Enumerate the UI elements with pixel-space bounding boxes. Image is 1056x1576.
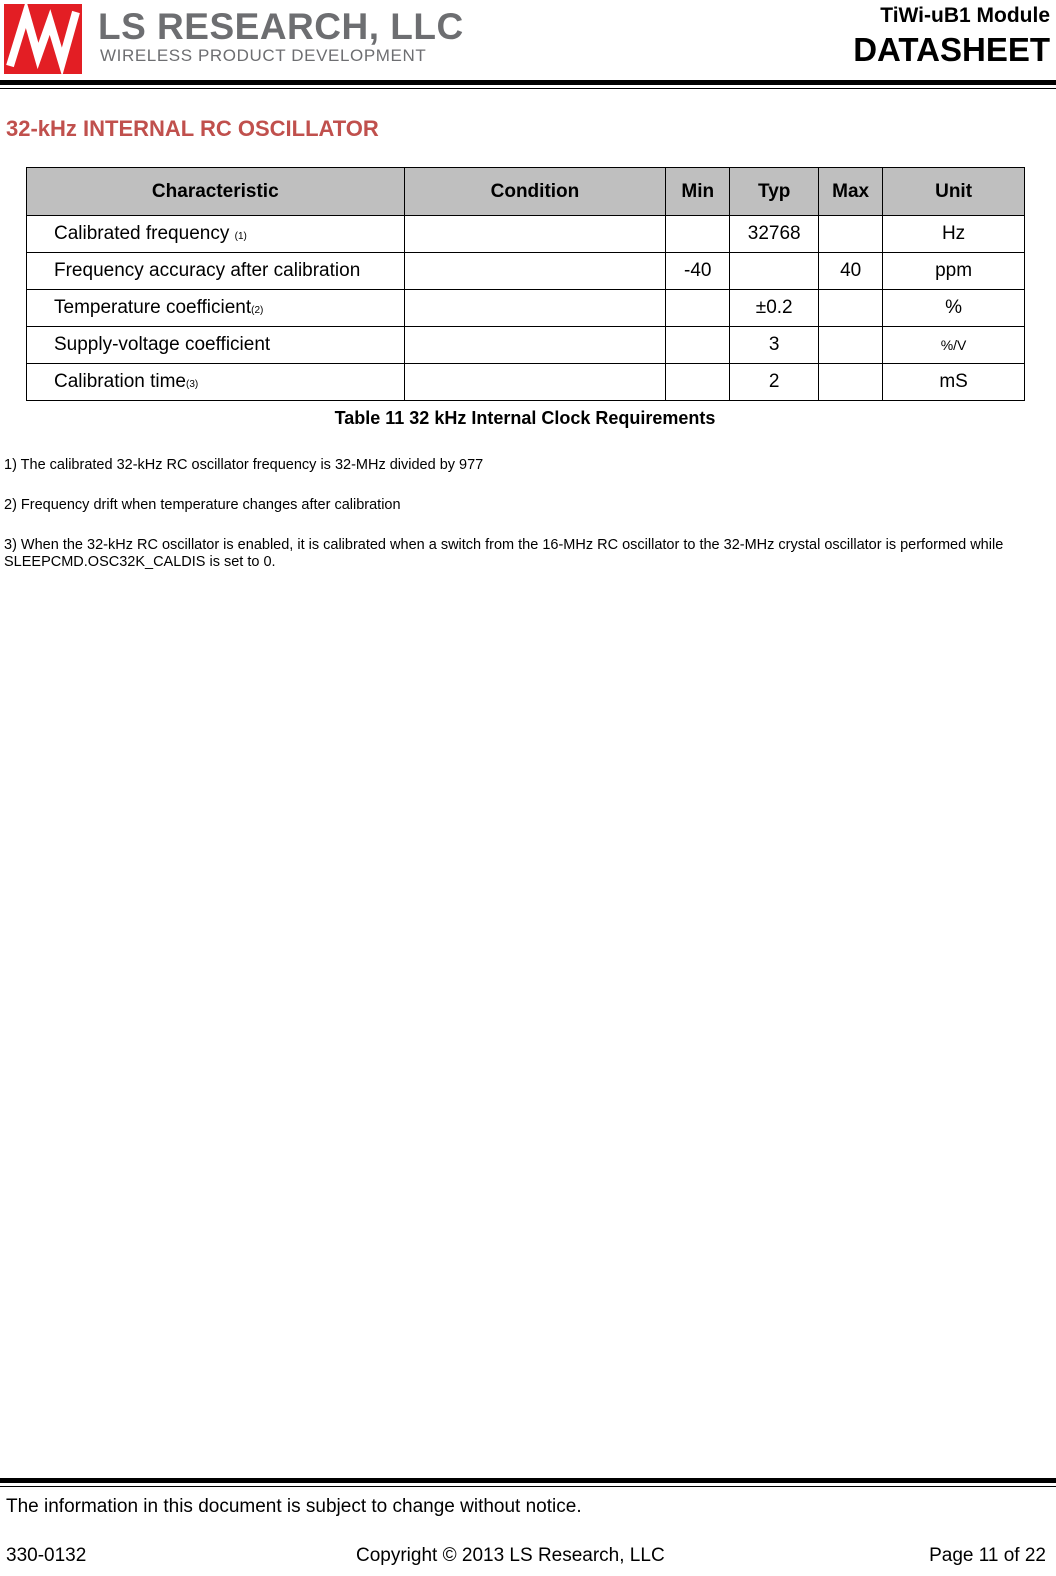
min-cell [666, 216, 730, 253]
oscillator-spec-table [26, 167, 1025, 401]
characteristic-text: Supply-voltage coefficient [54, 334, 271, 355]
company-logo-icon [4, 4, 82, 74]
max-cell [819, 290, 883, 327]
characteristic-cell [27, 290, 405, 327]
table-header-row [27, 168, 1025, 216]
max-cell [819, 327, 883, 364]
company-tagline: WIRELESS PRODUCT DEVELOPMENT [100, 46, 427, 65]
unit-cell: mS [883, 364, 1025, 401]
characteristic-cell [27, 253, 405, 290]
document-type: DATASHEET [853, 31, 1050, 68]
min-cell [666, 290, 730, 327]
footer-row [6, 1545, 1046, 1569]
characteristic-text: Temperature coefficient [54, 297, 252, 318]
table-caption: Table 11 32 kHz Internal Clock Requirements [334, 408, 716, 428]
section-title: 32-kHz INTERNAL RC OSCILLATOR [6, 116, 379, 141]
unit-cell: %/V [883, 327, 1025, 364]
footer-notice: The information in this document is subject to change without notice. [6, 1496, 582, 1517]
condition-cell [404, 327, 666, 364]
table-row [27, 253, 1025, 290]
column-header-unit: Unit [883, 168, 1025, 216]
characteristic-text: Frequency accuracy after calibration [54, 260, 361, 281]
condition-cell [404, 290, 666, 327]
header-rule-thick [0, 80, 1056, 85]
document-number: 330-0132 [6, 1545, 87, 1566]
unit-cell: Hz [883, 216, 1025, 253]
unit-cell: % [883, 290, 1025, 327]
typ-cell [730, 253, 819, 290]
unit-cell: ppm [883, 253, 1025, 290]
footnote-ref: (2) [251, 305, 264, 316]
max-cell [819, 364, 883, 401]
module-name: TiWi-uB1 Module [880, 4, 1050, 27]
footnote-2: 2) Frequency drift when temperature changes after calibration [4, 497, 401, 513]
table-row [27, 290, 1025, 327]
condition-cell [404, 364, 666, 401]
characteristic-text: Calibration time [54, 371, 186, 392]
footnote-3: 3) When the 32-kHz RC oscillator is enabled, it is calibrated when a switch from the 16-MHz RC oscillator to the 32-MHz crystal oscillator is performed while SLEEPCMD.OSC32K_CALDIS is set to 0. [4, 537, 1004, 570]
footer-rule-thin [0, 1486, 1056, 1487]
typ-cell: ±0.2 [730, 290, 819, 327]
condition-cell [404, 253, 666, 290]
column-header-condition: Condition [404, 168, 666, 216]
min-cell: -40 [666, 253, 730, 290]
footer-rule-thick [0, 1478, 1056, 1483]
column-header-min: Min [666, 168, 730, 216]
typ-cell: 32768 [730, 216, 819, 253]
footnote-ref: (1) [234, 231, 247, 242]
page-number: Page 11 of 22 [929, 1545, 1046, 1566]
characteristic-text: Calibrated frequency [54, 223, 235, 244]
min-cell [666, 327, 730, 364]
max-cell: 40 [819, 253, 883, 290]
characteristic-cell [27, 216, 405, 253]
column-header-characteristic: Characteristic [27, 168, 405, 216]
min-cell [666, 364, 730, 401]
max-cell [819, 216, 883, 253]
column-header-typ: Typ [730, 168, 819, 216]
column-header-max: Max [819, 168, 883, 216]
footnote-1: 1) The calibrated 32-kHz RC oscillator frequency is 32-MHz divided by 977 [4, 457, 484, 473]
table-row [27, 216, 1025, 253]
copyright-notice: Copyright © 2013 LS Research, LLC [356, 1545, 665, 1566]
condition-cell [404, 216, 666, 253]
table-row [27, 327, 1025, 364]
header-rule-thin [0, 88, 1056, 89]
company-name: LS RESEARCH, LLC [98, 6, 464, 47]
footnote-ref: (3) [186, 379, 199, 390]
typ-cell: 3 [730, 327, 819, 364]
characteristic-cell [27, 327, 405, 364]
characteristic-cell [27, 364, 405, 401]
typ-cell: 2 [730, 364, 819, 401]
table-row [27, 364, 1025, 401]
